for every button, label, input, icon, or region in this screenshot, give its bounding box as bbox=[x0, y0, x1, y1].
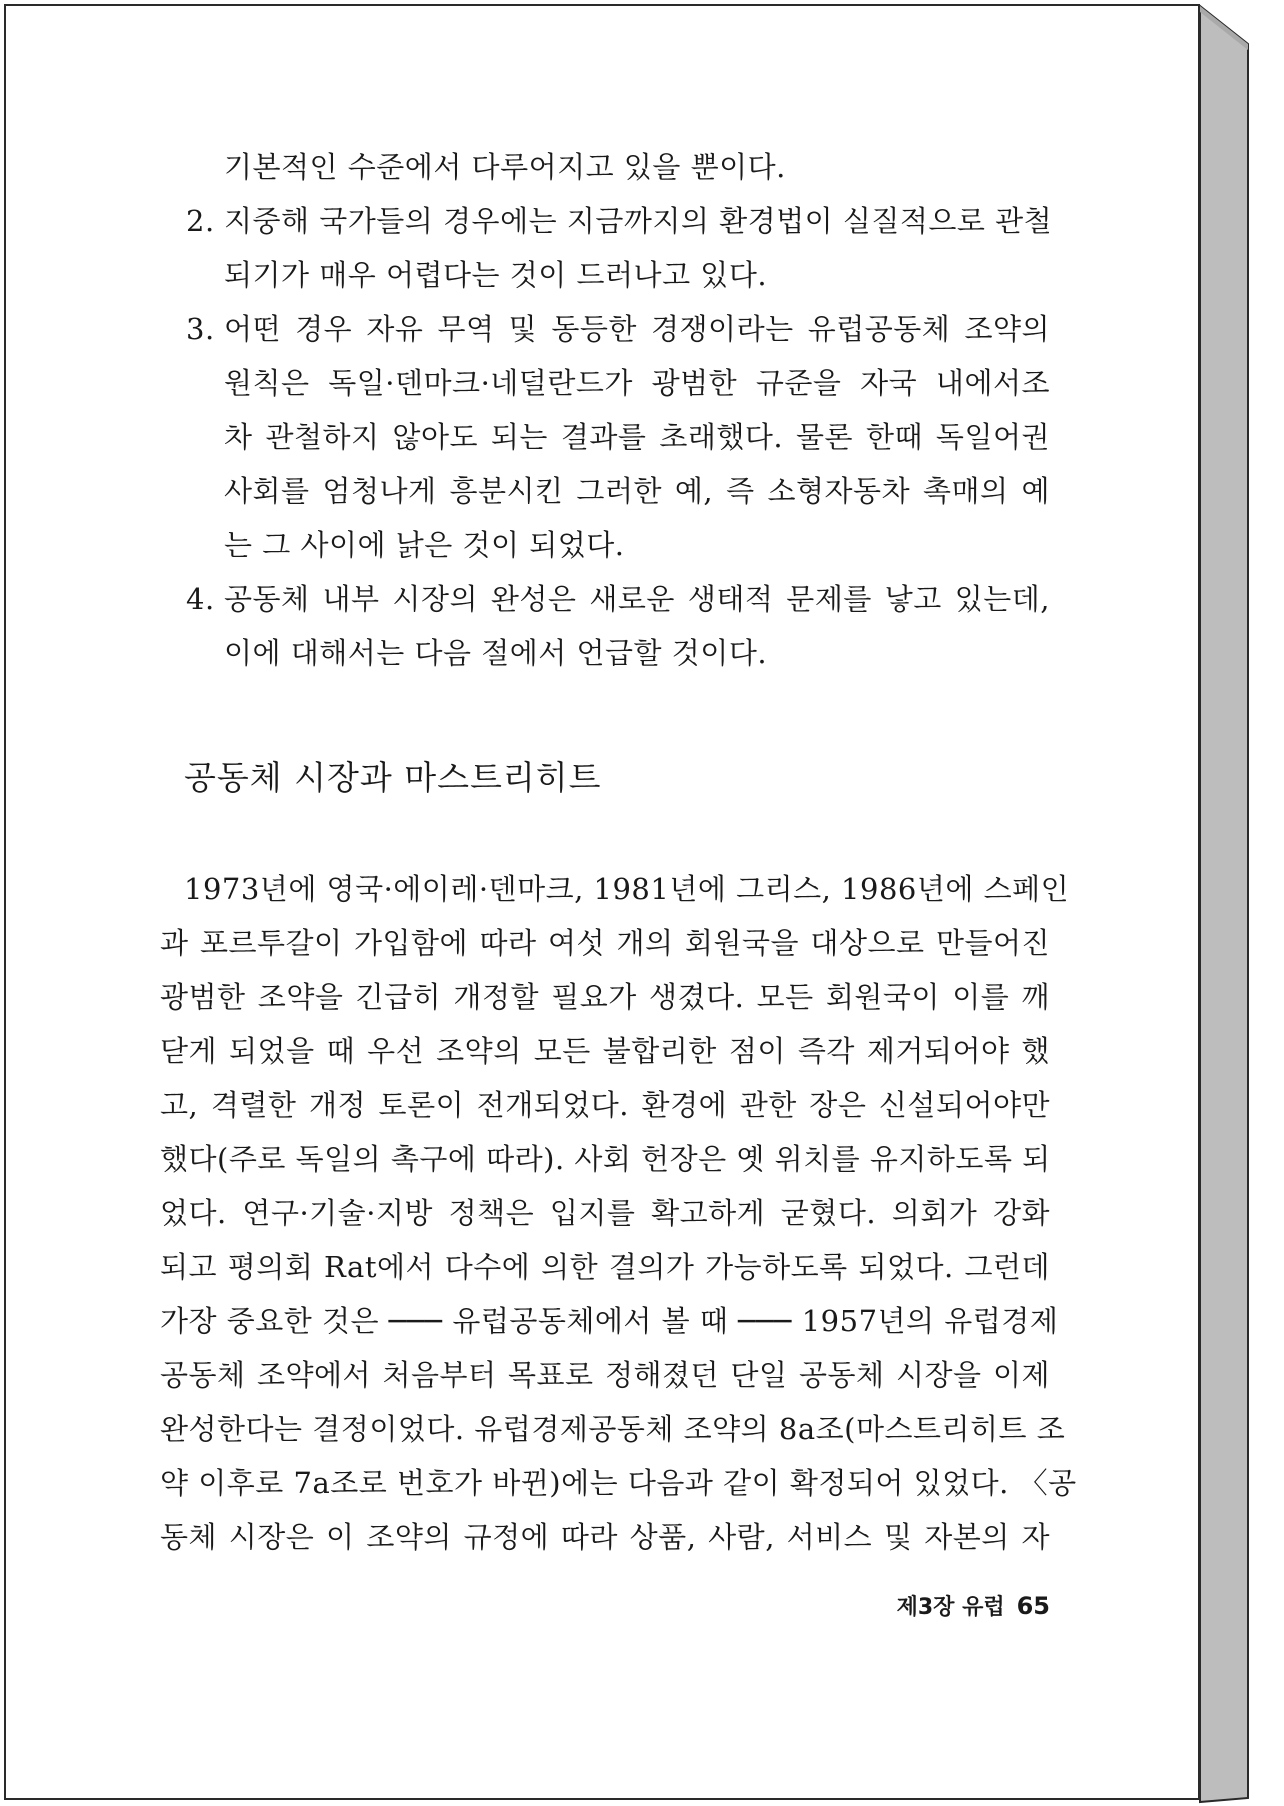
list-item-text: 는 그 사이에 낡은 것이 되었다. bbox=[224, 528, 625, 562]
numbered-list bbox=[160, 140, 1053, 680]
chapter-label: 제3장 유럽 bbox=[896, 1595, 1005, 1620]
list-item-line bbox=[160, 572, 1050, 626]
section-heading: 공동체 시장과 마스트리히트 bbox=[184, 758, 602, 797]
body-line: 동체 시장은 이 조약의 규정에 따라 상품, 사람, 서비스 및 자본의 자 bbox=[160, 1520, 1050, 1554]
list-item-text: 기본적인 수준에서 다루어지고 있을 뿐이다. bbox=[224, 150, 786, 184]
list-item-text: 공동체 내부 시장의 완성은 새로운 생태적 문제를 낳고 있는데, bbox=[224, 582, 1050, 616]
list-item-text: 사회를 엄청나게 흥분시킨 그러한 예, 즉 소형자동차 촉매의 예 bbox=[224, 474, 1050, 508]
list-item bbox=[160, 572, 1050, 680]
body-line: 과 포르투갈이 가입함에 따라 여섯 개의 회원국을 대상으로 만들어진 bbox=[160, 926, 1050, 960]
list-item bbox=[160, 302, 1050, 572]
list-item-number: 2. bbox=[186, 204, 215, 238]
body-line: 가장 중요한 것은 ─── 유럽공동체에서 볼 때 ─── 1957년의 유럽경제 bbox=[160, 1304, 1059, 1338]
list-item-line bbox=[160, 194, 1053, 248]
page-footer bbox=[897, 1590, 1050, 1621]
body-line: 닫게 되었을 때 우선 조약의 모든 불합리한 점이 즉각 제거되어야 했 bbox=[160, 1034, 1050, 1068]
body-paragraph bbox=[160, 862, 1077, 1564]
page-stack-edge bbox=[1190, 0, 1284, 1806]
list-item-number: 4. bbox=[186, 582, 215, 616]
list-item-line bbox=[160, 410, 1050, 464]
body-line: 되고 평의회 Rat에서 다수에 의한 결의가 가능하도록 되었다. 그런데 bbox=[160, 1250, 1050, 1284]
body-line: 었다. 연구·기술·지방 정책은 입지를 확고하게 굳혔다. 의회가 강화 bbox=[160, 1196, 1050, 1230]
page-number: 65 bbox=[1016, 1592, 1050, 1620]
list-item-line bbox=[160, 140, 1050, 194]
list-item-line bbox=[160, 302, 1050, 356]
list-item-line bbox=[160, 464, 1050, 518]
body-line: 고, 격렬한 개정 토론이 전개되었다. 환경에 관한 장은 신설되어야만 bbox=[160, 1088, 1050, 1122]
list-item-text: 지중해 국가들의 경우에는 지금까지의 환경법이 실질적으로 관철 bbox=[224, 204, 1053, 238]
body-line: 약 이후로 7a조로 번호가 바뀐)에는 다음과 같이 확정되어 있었다. 〈공 bbox=[160, 1466, 1077, 1500]
body-line: 했다(주로 독일의 촉구에 따라). 사회 헌장은 옛 위치를 유지하도록 되 bbox=[160, 1142, 1051, 1176]
body-line: 공동체 조약에서 처음부터 목표로 정해졌던 단일 공동체 시장을 이제 bbox=[160, 1358, 1050, 1392]
list-item-text: 어떤 경우 자유 무역 및 동등한 경쟁이라는 유럽공동체 조약의 bbox=[224, 312, 1050, 346]
list-item bbox=[160, 194, 1053, 302]
body-line: 완성한다는 결정이었다. 유럽경제공동체 조약의 8a조(마스트리히트 조 bbox=[160, 1412, 1066, 1446]
body-line: 1973년에 영국·에이레·덴마크, 1981년에 그리스, 1986년에 스페인 bbox=[184, 872, 1070, 906]
list-item-number: 3. bbox=[186, 312, 215, 346]
list-item-line bbox=[160, 518, 1050, 572]
list-item-text: 되기가 매우 어렵다는 것이 드러나고 있다. bbox=[224, 258, 768, 292]
list-item-text: 원칙은 독일·덴마크·네덜란드가 광범한 규준을 자국 내에서조 bbox=[224, 366, 1050, 400]
list-item-line bbox=[160, 356, 1050, 410]
list-item-line bbox=[160, 248, 1050, 302]
body-line: 광범한 조약을 긴급히 개정할 필요가 생겼다. 모든 회원국이 이를 깨 bbox=[160, 980, 1050, 1014]
list-item bbox=[160, 140, 1050, 194]
list-item-line bbox=[160, 626, 1050, 680]
list-item-text: 차 관철하지 않아도 되는 결과를 초래했다. 물론 한때 독일어권 bbox=[224, 420, 1050, 454]
list-item-text: 이에 대해서는 다음 절에서 언급할 것이다. bbox=[224, 636, 768, 670]
